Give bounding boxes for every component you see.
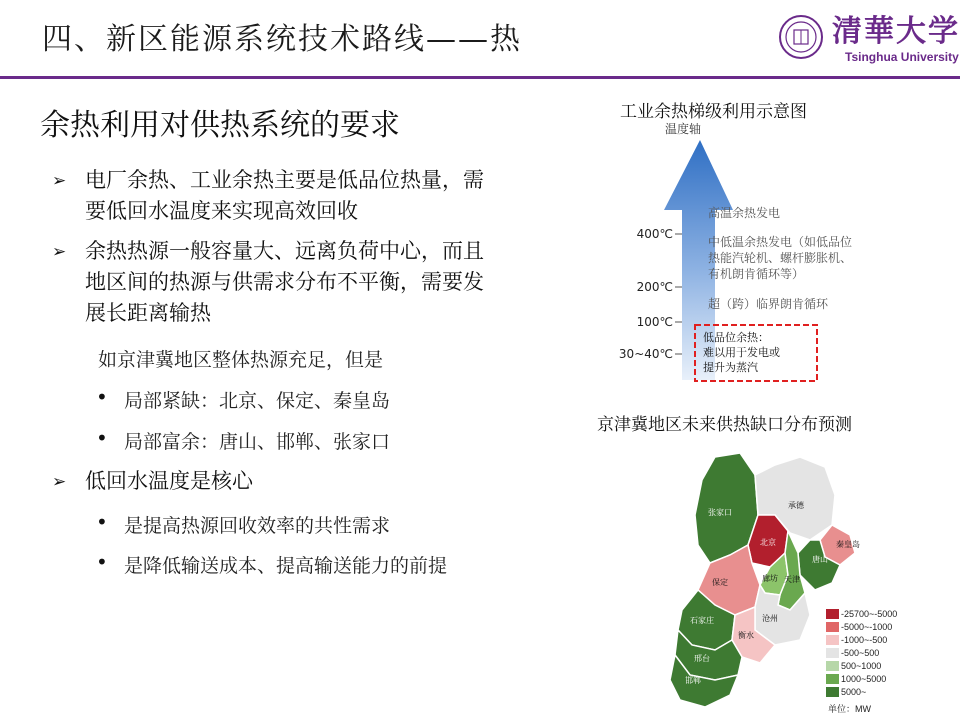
region-label: 邯郸 — [685, 676, 701, 685]
axis-label: 温度轴 — [665, 122, 702, 136]
box-text: 提升为蒸汽 — [703, 361, 758, 374]
region-label: 承德 — [788, 501, 804, 510]
legend-label: 500~1000 — [841, 661, 882, 671]
bullet-line: 地区间的热源与供需求分布不平衡，需要发 — [85, 270, 484, 294]
axis-tick-label: 30~40℃ — [618, 347, 673, 361]
bullet-dot-icon: • — [96, 550, 108, 574]
university-logo-text: 清華大学 — [832, 14, 960, 49]
arrow-bullet-icon: ➢ — [52, 242, 67, 262]
example-item: 局部富余：唐山、邯郸、张家口 — [124, 431, 391, 453]
heat-cascade-diagram — [600, 118, 930, 388]
core-item: 是降低输送成本、提高输送能力的前提 — [124, 555, 448, 577]
region-label: 北京 — [760, 538, 776, 547]
legend-label: 5000~ — [841, 687, 867, 697]
legend-label: -25700~-5000 — [841, 609, 898, 619]
arrow-bullet-icon: ➢ — [52, 472, 67, 492]
box-text: 难以用于发电或 — [703, 346, 780, 359]
diagram-title: 工业余热梯级利用示意图 — [620, 102, 807, 122]
band-label-mid: 中低温余热发电（如低品位 — [708, 235, 853, 249]
axis-tick-label: 400℃ — [636, 227, 673, 241]
band-label-mid: 热能汽轮机、螺杆膨胀机、 — [708, 251, 853, 265]
header-divider — [0, 76, 960, 79]
band-label-low: 超（跨）临界朗肯循环 — [708, 297, 829, 311]
section-heading: 余热利用对供热系统的要求 — [40, 108, 400, 143]
bullet-line: 余热热源一般容量大、远离负荷中心，而且 — [85, 239, 484, 263]
legend-label: -1000~-500 — [841, 635, 888, 645]
legend-swatch — [826, 687, 839, 697]
region-label: 廊坊 — [762, 574, 778, 583]
region-label: 张家口 — [708, 508, 732, 517]
legend-label: -500~500 — [841, 648, 880, 658]
bullet-line: 要低回水温度来实现高效回收 — [85, 199, 358, 223]
example-intro: 如京津冀地区整体热源充足，但是 — [98, 349, 384, 371]
axis-tick-label: 100℃ — [636, 315, 673, 329]
region-label: 唐山 — [812, 555, 828, 564]
legend-swatch — [826, 674, 839, 684]
region-label: 邢台 — [694, 654, 710, 663]
region-label: 石家庄 — [690, 616, 714, 625]
bullet-item — [85, 165, 484, 227]
region-label: 沧州 — [762, 614, 778, 623]
axis-tick-label: 200℃ — [636, 280, 673, 294]
slide-title: 四、新区能源系统技术路线——热 — [42, 22, 522, 57]
legend-swatch — [826, 661, 839, 671]
legend-swatch — [826, 622, 839, 632]
map-title: 京津冀地区未来供热缺口分布预测 — [597, 415, 852, 435]
heat-gap-map — [660, 445, 860, 713]
core-item: 是提高热源回收效率的共性需求 — [124, 515, 391, 537]
university-seal-icon — [778, 14, 824, 60]
band-label-high: 高温余热发电 — [708, 206, 781, 220]
bullet-dot-icon: • — [96, 426, 108, 450]
region-label: 天津 — [784, 575, 800, 584]
region-label: 秦皇岛 — [836, 540, 860, 549]
university-logo-english: Tsinghua University — [845, 50, 959, 64]
bullet-dot-icon: • — [96, 510, 108, 534]
example-item: 局部紧缺：北京、保定、秦皇岛 — [124, 390, 391, 412]
arrow-bullet-icon: ➢ — [52, 171, 67, 191]
core-label: 低回水温度是核心 — [85, 469, 253, 493]
map-unit-label: 单位：MW — [828, 704, 871, 714]
bullet-dot-icon: • — [96, 385, 108, 409]
bullet-item — [85, 236, 484, 329]
legend-swatch — [826, 609, 839, 619]
region-label: 保定 — [712, 578, 728, 587]
box-text: 低品位余热： — [703, 331, 769, 344]
region-label: 衡水 — [738, 631, 754, 640]
legend-label: 1000~5000 — [841, 674, 887, 684]
legend-swatch — [826, 648, 839, 658]
legend-label: -5000~-1000 — [841, 622, 893, 632]
bullet-line: 电厂余热、工业余热主要是低品位热量，需 — [85, 168, 484, 192]
bullet-line: 展长距离输热 — [85, 301, 211, 325]
band-label-mid: 有机朗肯循环等） — [708, 267, 805, 281]
legend-swatch — [826, 635, 839, 645]
